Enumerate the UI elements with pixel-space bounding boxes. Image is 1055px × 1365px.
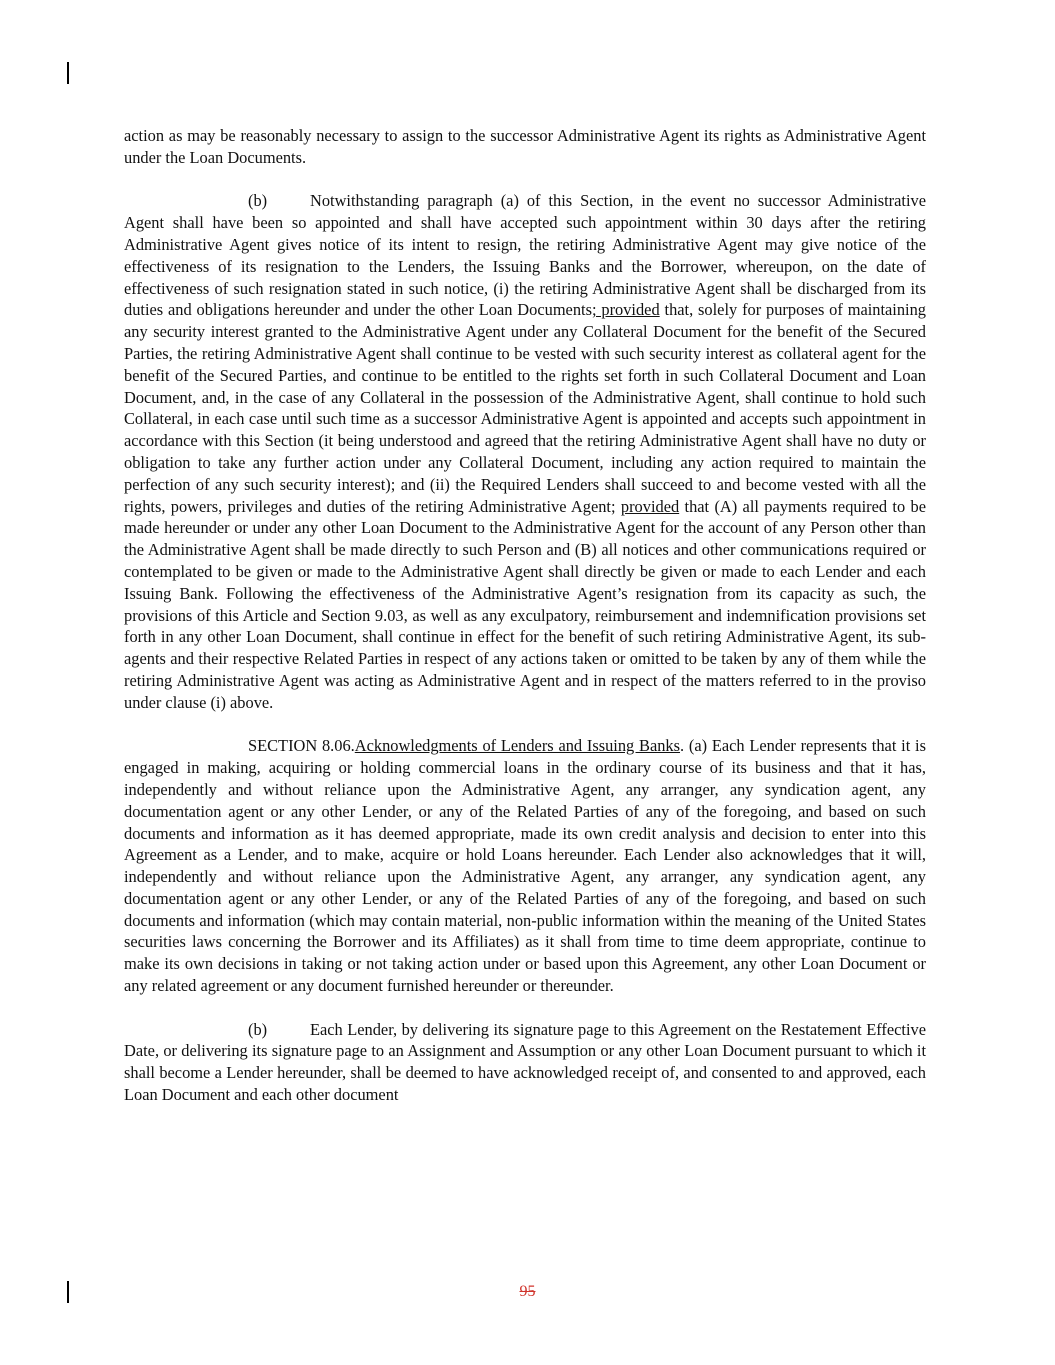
- clause-label-b: (b): [248, 191, 268, 211]
- provided-term-1: ; provided: [591, 300, 660, 320]
- paragraph-continuation: [124, 125, 926, 169]
- section-number: SECTION 8.06.: [248, 736, 355, 756]
- paragraph-b-resignation: [124, 190, 926, 713]
- clause-label-b: (b): [248, 1019, 268, 1039]
- paragraph-continuation-text: action as may be reasonably necessary to assign to the successor Administrative Agent its rights as Administrative Agent under the Loan Documents.: [124, 126, 926, 167]
- section-8-06-paragraph-b: [124, 1019, 926, 1106]
- paragraph-b-text-part3: that (A) all payments required to be made hereunder or under any other Loan Document to the Administrative Agent for the account of any Person other than the Administrative Agent shall be made directly to such Person and (B) all notices and other communications required or contemplated to be given or made to the Administrative Agent shall directly be given or made to each Lender and each Issuing Bank. Following the effectiveness of the Administrative Agent’s resignation from its capacity as such, the provisions of this Article and Section 9.03, as well as any exculpatory, reimbursement and indemnification provisions set forth in any other Loan Document, shall continue in effect for the benefit of such retiring Administrative Agent, its sub-agents and their respective Related Parties in respect of any actions taken or omitted to be taken by any of them while the retiring Administrative Agent was acting as Administrative Agent and in respect of the matters referred to in the proviso under clause (i) above.: [124, 496, 926, 712]
- paragraph-b-text-part1: Notwithstanding paragraph (a) of this Section, in the event no successor Administrative Agent shall have been so appointed and shall have accepted such appointment within 30 days after the retiring Administrative Agent gives notice of its intent to resign, the retiring Administrative Agent may give notice of the effectiveness of its resignation to the Lenders, the Issuing Banks and the Borrower, whereupon, on the date of effectiveness of such resignation stated in such notice, (i) the retiring Administrative Agent shall be discharged from its duties and obligations hereunder and under the other Loan Documents: [124, 191, 926, 320]
- revision-change-bar-top: [67, 62, 69, 84]
- document-body: [124, 125, 926, 1128]
- paragraph-b-text-part2: that, solely for purposes of maintaining any security interest granted to the Administrative Agent under any Collateral Document for the benefit of the Secured Parties, the retiring Administrative Agent shall continue to be vested with such security interest as collateral agent for the benefit of the Secured Parties, and continue to be entitled to the rights set forth in such Collateral Document and Loan Document, and, in the case of any Collateral in the possession of the Administrative Agent, shall continue to hold such Collateral, in each case until such time as a successor Administrative Agent is appointed and accepts such appointment in accordance with this Section (it being understood and agreed that the retiring Administrative Agent shall have no duty or obligation to take any further action under any Collateral Document, including any action required to maintain the perfection of any such security interest); and (ii) the Required Lenders shall succeed to and become vested with all the rights, powers, privileges and duties of the retiring Administrative Agent;: [124, 300, 926, 516]
- page-number: 95: [519, 1283, 536, 1300]
- section-heading: Acknowledgments of Lenders and Issuing Banks: [354, 736, 681, 756]
- section-8-06-text: . (a) Each Lender represents that it is engaged in making, acquiring or holding commercial loans in the ordinary course of its business and that it has, independently and without reliance upon the Administrative Agent, any arranger, any syndication agent, any documentation agent or any other Lender, or any of the Related Parties of any of the foregoing, and based on such documents and information as it has deemed appropriate, made its own credit analysis and decision to enter into this Agreement as a Lender, and to make, acquire or hold Loans hereunder. Each Lender also acknowledges that it will, independently and without reliance upon the Administrative Agent, any arranger, any syndication agent, any documentation agent or any other Lender, or any of the Related Parties of any of the foregoing, and based on such documents and information (which may contain material, non-public information within the meaning of the United States securities laws concerning the Borrower and its Affiliates) as it shall from time to time deem appropriate, continue to make its own decisions in taking or not taking action under or based upon this Agreement, any other Loan Document or any related agreement or any document furnished hereunder or thereunder.: [124, 736, 926, 996]
- paragraph-b-acknowledgment-text: Each Lender, by delivering its signature page to this Agreement on the Restatement Effective Date, or delivering its signature page to an Assignment and Assumption or any other Loan Document pursuant to which it shall become a Lender hereunder, shall be deemed to have acknowledged receipt of, and consented to and approved, each Loan Document and each other document: [124, 1019, 926, 1105]
- provided-term-2: provided: [620, 496, 680, 516]
- section-8-06-paragraph: [124, 735, 926, 997]
